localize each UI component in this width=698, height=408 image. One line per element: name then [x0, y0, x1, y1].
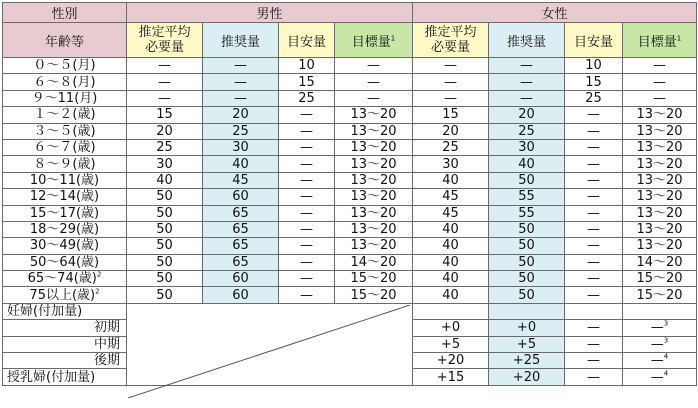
table-cell: 30 — [127, 156, 203, 172]
table-cell: 13〜20 — [335, 205, 413, 221]
age-cell: ３〜５(歳) — [3, 123, 127, 139]
table-cell: +0 — [489, 320, 565, 336]
table-cell: 13〜20 — [335, 123, 413, 139]
table-cell: 40 — [413, 254, 489, 270]
table-cell: 40 — [413, 238, 489, 254]
table-cell: 13〜20 — [623, 123, 697, 139]
table-cell: 15 — [127, 107, 203, 123]
table-cell: 50 — [127, 254, 203, 270]
female-rda-header: 推奨量 — [489, 23, 565, 58]
table-cell: — — [565, 287, 623, 303]
table-cell: — — [565, 107, 623, 123]
table-cell: 55 — [489, 189, 565, 205]
table-row — [3, 238, 697, 254]
table-cell: — — [127, 58, 203, 74]
table-cell: —$^4$ — [623, 353, 697, 369]
table-cell: 13〜20 — [335, 172, 413, 188]
age-header: 年齢等 — [3, 23, 127, 58]
table-cell: 45 — [413, 189, 489, 205]
age-cell: 65〜74(歳)$^2$ — [3, 271, 127, 287]
age-cell: ０〜５(月) — [3, 58, 127, 74]
table-cell: — — [279, 156, 335, 172]
table-cell: — — [565, 156, 623, 172]
female-header: 女性 — [413, 3, 697, 23]
pregnant-label: 妊婦(付加量) — [3, 303, 127, 319]
table-cell: 15〜20 — [623, 271, 697, 287]
age-cell: ６〜８(月) — [3, 74, 127, 90]
table-cell: 15〜20 — [623, 287, 697, 303]
table-cell: —$^3$ — [623, 336, 697, 352]
table-cell: 60 — [203, 287, 279, 303]
female-ai-header: 目安量 — [565, 23, 623, 58]
table-cell: — — [203, 58, 279, 74]
table-cell: — — [279, 205, 335, 221]
table-cell: 13〜20 — [623, 205, 697, 221]
age-cell: 30〜49(歳) — [3, 238, 127, 254]
table-cell: 13〜20 — [623, 139, 697, 155]
table-row — [3, 139, 697, 155]
table-row — [3, 123, 697, 139]
table-cell: —$^4$ — [623, 369, 697, 385]
table-cell: — — [565, 139, 623, 155]
female-ear-header: 推定平均 必要量 — [413, 23, 489, 58]
table-cell: — — [489, 74, 565, 90]
table-cell: +15 — [413, 369, 489, 385]
age-cell: 75以上(歳)$^2$ — [3, 287, 127, 303]
table-cell: 13〜20 — [623, 107, 697, 123]
table-cell: — — [279, 271, 335, 287]
table-cell: 25 — [413, 139, 489, 155]
table-cell: 13〜20 — [623, 238, 697, 254]
table-cell: — — [565, 254, 623, 270]
table-cell: 50 — [489, 238, 565, 254]
table-cell: 30 — [413, 156, 489, 172]
table-cell: +5 — [413, 336, 489, 352]
pregnant-male-empty — [127, 303, 413, 385]
table-cell: 60 — [203, 271, 279, 287]
male-ai-header: 目安量 — [279, 23, 335, 58]
table-cell: 50 — [127, 287, 203, 303]
male-rda-header: 推奨量 — [203, 23, 279, 58]
table-cell: 20 — [127, 123, 203, 139]
table-cell: 13〜20 — [335, 107, 413, 123]
table-cell: — — [565, 353, 623, 369]
male-ear-header: 推定平均 必要量 — [127, 23, 203, 58]
table-cell: 50 — [489, 172, 565, 188]
table-cell: 25 — [203, 123, 279, 139]
table-cell: 50 — [127, 271, 203, 287]
pregnant-early-label: 初期 — [3, 320, 127, 336]
table-cell: 65 — [203, 221, 279, 237]
table-cell: — — [279, 189, 335, 205]
table-row — [3, 189, 697, 205]
table-cell: — — [279, 238, 335, 254]
table-cell: 13〜20 — [623, 172, 697, 188]
table-cell: 14〜20 — [623, 254, 697, 270]
male-dg-header: 目標量$^1$ — [335, 23, 413, 58]
age-cell: 18〜29(歳) — [3, 221, 127, 237]
table-cell: 50 — [489, 254, 565, 270]
table-cell: 15 — [565, 74, 623, 90]
table-row — [3, 287, 697, 303]
table-cell: — — [565, 172, 623, 188]
table-cell: 45 — [203, 172, 279, 188]
table-cell: 14〜20 — [335, 254, 413, 270]
table-cell: 50 — [127, 189, 203, 205]
table-row — [3, 90, 697, 106]
table-cell: 15 — [279, 74, 335, 90]
table-cell: 15〜20 — [335, 271, 413, 287]
table-cell: — — [279, 221, 335, 237]
table-cell: 65 — [203, 205, 279, 221]
table-row — [3, 221, 697, 237]
table-cell: 40 — [203, 156, 279, 172]
table-cell: 30 — [489, 139, 565, 155]
table-cell: +5 — [489, 336, 565, 352]
table-cell: — — [565, 189, 623, 205]
table-cell: 25 — [279, 90, 335, 106]
table-row — [3, 172, 697, 188]
age-cell: 10〜11(歳) — [3, 172, 127, 188]
age-cell: ９〜11(月) — [3, 90, 127, 106]
pregnant-mid-label: 中期 — [3, 336, 127, 352]
table-cell: 20 — [489, 107, 565, 123]
table-cell: 20 — [203, 107, 279, 123]
table-cell: —$^3$ — [623, 320, 697, 336]
table-cell: — — [565, 123, 623, 139]
table-cell: 25 — [127, 139, 203, 155]
table-cell: 45 — [413, 205, 489, 221]
table-cell: — — [127, 90, 203, 106]
age-cell: 15〜17(歳) — [3, 205, 127, 221]
table-cell: 40 — [413, 271, 489, 287]
table-cell: — — [335, 90, 413, 106]
table-cell: 13〜20 — [335, 221, 413, 237]
table-cell: 50 — [127, 205, 203, 221]
table-cell: — — [489, 58, 565, 74]
table-cell: +20 — [489, 369, 565, 385]
table-cell: — — [565, 320, 623, 336]
table-cell: — — [623, 74, 697, 90]
table-row — [3, 74, 697, 90]
table-cell: — — [565, 221, 623, 237]
table-cell: 15〜20 — [335, 287, 413, 303]
table-cell: +25 — [489, 353, 565, 369]
table-cell: — — [565, 336, 623, 352]
intake-table — [2, 2, 697, 386]
age-cell: 12〜14(歳) — [3, 189, 127, 205]
table-cell: — — [279, 254, 335, 270]
table-cell: 55 — [489, 205, 565, 221]
table-cell: — — [565, 205, 623, 221]
table-cell: — — [565, 271, 623, 287]
table-cell: 13〜20 — [623, 156, 697, 172]
table-cell: — — [413, 74, 489, 90]
table-cell: — — [565, 238, 623, 254]
table-cell: 30 — [203, 139, 279, 155]
age-cell: ８〜９(歳) — [3, 156, 127, 172]
table-cell: +0 — [413, 320, 489, 336]
table-cell: — — [335, 74, 413, 90]
table-cell: — — [203, 90, 279, 106]
table-cell: 20 — [413, 123, 489, 139]
lactating-label: 授乳婦(付加量) — [3, 369, 127, 385]
table-cell: — — [127, 74, 203, 90]
table-cell: — — [279, 123, 335, 139]
table-cell: — — [203, 74, 279, 90]
table-cell: +20 — [413, 353, 489, 369]
table-cell: 13〜20 — [335, 238, 413, 254]
female-dg-header: 目標量$^1$ — [623, 23, 697, 58]
table-cell: 10 — [279, 58, 335, 74]
table-cell: 13〜20 — [623, 189, 697, 205]
table-row — [3, 271, 697, 287]
pregnant-late-label: 後期 — [3, 353, 127, 369]
table-cell: 50 — [489, 221, 565, 237]
table-cell: 13〜20 — [623, 221, 697, 237]
table-cell: — — [335, 58, 413, 74]
table-cell: 65 — [203, 238, 279, 254]
table-cell: — — [279, 139, 335, 155]
table-cell: 65 — [203, 254, 279, 270]
table-cell: 40 — [413, 287, 489, 303]
table-cell: 40 — [127, 172, 203, 188]
table-cell: 40 — [413, 172, 489, 188]
table-row — [3, 107, 697, 123]
table-cell: — — [565, 369, 623, 385]
table-cell: 50 — [127, 221, 203, 237]
table-cell: 13〜20 — [335, 189, 413, 205]
table-cell: — — [279, 172, 335, 188]
table-cell: — — [413, 58, 489, 74]
table-cell: 13〜20 — [335, 139, 413, 155]
table-row — [3, 254, 697, 270]
table-cell: — — [413, 90, 489, 106]
table-cell: 60 — [203, 189, 279, 205]
table-cell: — — [623, 58, 697, 74]
table-cell: 13〜20 — [335, 156, 413, 172]
table-cell: — — [489, 90, 565, 106]
table-cell: — — [279, 287, 335, 303]
table-cell: 50 — [127, 238, 203, 254]
table-cell: 25 — [489, 123, 565, 139]
table-row — [3, 58, 697, 74]
sex-header: 性別 — [3, 3, 127, 23]
table-cell: — — [279, 107, 335, 123]
male-header: 男性 — [127, 3, 413, 23]
age-cell: ６〜７(歳) — [3, 139, 127, 155]
table-cell: 15 — [413, 107, 489, 123]
table-cell: — — [623, 90, 697, 106]
table-cell: 40 — [489, 156, 565, 172]
table-cell: 25 — [565, 90, 623, 106]
table-cell: 40 — [413, 221, 489, 237]
age-cell: 50〜64(歳) — [3, 254, 127, 270]
table-cell: 50 — [489, 271, 565, 287]
table-row — [3, 205, 697, 221]
age-cell: １〜２(歳) — [3, 107, 127, 123]
table-row — [3, 156, 697, 172]
table-cell: 50 — [489, 287, 565, 303]
table-cell: 10 — [565, 58, 623, 74]
